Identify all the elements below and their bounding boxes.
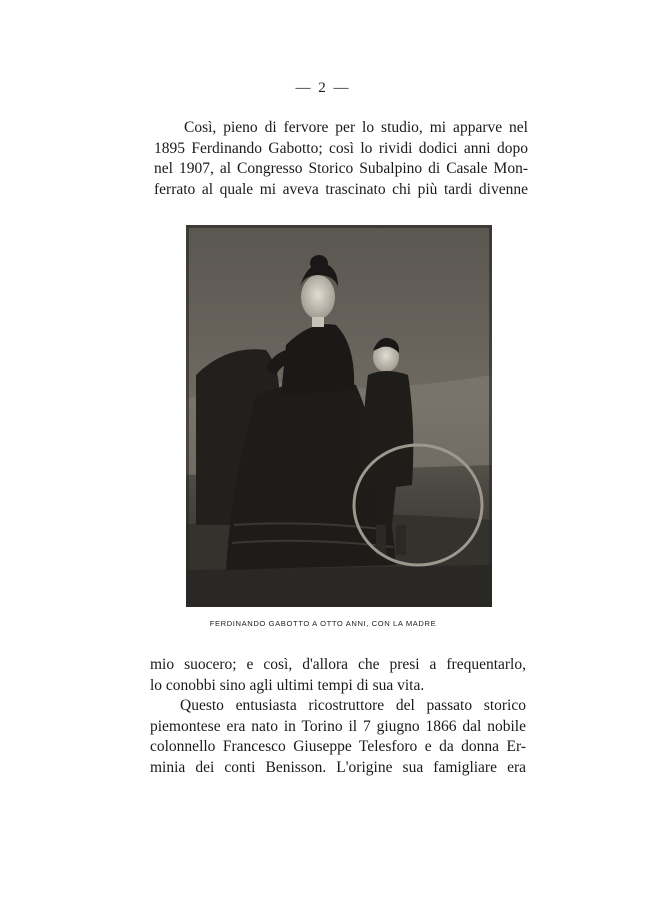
text-line: mio suocero; e così, d'allora che presi a frequentarlo,	[150, 656, 526, 673]
text-line: minia dei conti Benisson. L'origine sua famigliare era	[150, 758, 526, 776]
page-number: — 2 —	[295, 80, 351, 96]
text-line: piemontese era nato in Torino il 7 giugno 1866 dal nobile	[150, 717, 526, 735]
photograph	[186, 225, 492, 607]
text-line: nel 1907, al Congresso Storico Subalpino di Casale Mon-	[154, 160, 528, 177]
text-line: colonnello Francesco Giuseppe Telesforo e da donna Er-	[150, 738, 526, 755]
text-line: Così, pieno di fervore per lo studio, mi apparve nel	[184, 119, 528, 136]
paragraph-origins	[150, 696, 526, 778]
text-line: ferrato al quale mi aveva trascinato chi più tardi divenne	[154, 180, 528, 198]
text-line: lo conobbi sino agli ultimi tempi di sua vita.	[150, 676, 425, 694]
paragraph-continuation	[150, 655, 526, 696]
photo-mother-and-son-icon	[186, 225, 492, 607]
photo-caption: FERDINANDO GABOTTO A OTTO ANNI, CON LA MADRE	[209, 619, 437, 628]
text-line: 1895 Ferdinando Gabotto; così lo rividi dodici anni dopo	[154, 139, 528, 157]
text-line: Questo entusiasta ricostruttore del passato storico	[180, 697, 526, 714]
paragraph-intro	[154, 118, 528, 200]
